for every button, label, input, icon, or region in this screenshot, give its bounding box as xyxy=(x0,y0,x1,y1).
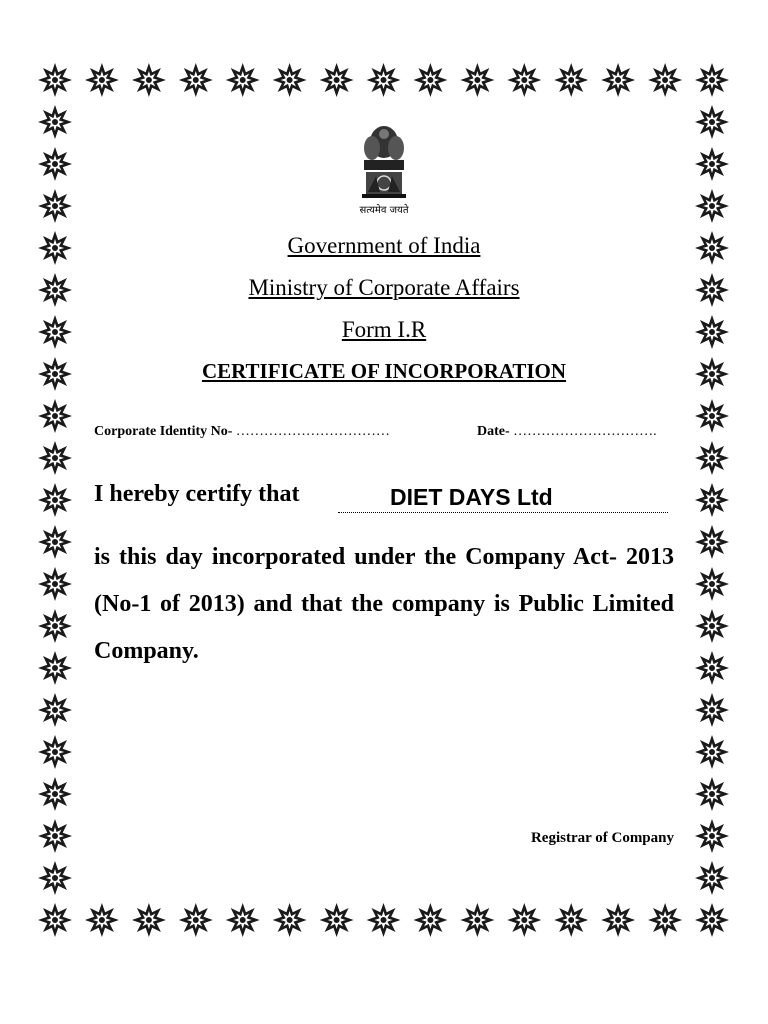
heading-form: Form I.R xyxy=(341,317,427,342)
star-ornament-icon xyxy=(320,63,354,97)
star-ornament-icon xyxy=(648,63,682,97)
star-ornament-icon xyxy=(226,903,260,937)
star-ornament-icon xyxy=(695,189,729,223)
star-ornament-icon xyxy=(507,63,541,97)
star-ornament-icon xyxy=(695,735,729,769)
star-ornament-icon xyxy=(695,147,729,181)
star-ornament-icon xyxy=(38,651,72,685)
star-ornament-icon xyxy=(601,903,635,937)
star-ornament-icon xyxy=(38,147,72,181)
certificate-title: CERTIFICATE OF INCORPORATION xyxy=(201,359,567,383)
emblem-motto: सत्यमेव जयते xyxy=(359,205,409,216)
star-ornament-icon xyxy=(38,273,72,307)
star-ornament-icon xyxy=(648,903,682,937)
star-ornament-icon xyxy=(695,903,729,937)
star-ornament-icon xyxy=(179,63,213,97)
cin-row xyxy=(94,424,678,440)
star-ornament-icon xyxy=(38,735,72,769)
registrar-signature: Registrar of Company xyxy=(530,830,674,846)
star-ornament-icon xyxy=(226,63,260,97)
star-ornament-icon xyxy=(554,63,588,97)
certify-text: I hereby certify that xyxy=(94,481,300,507)
star-ornament-icon xyxy=(38,399,72,433)
star-ornament-icon xyxy=(132,63,166,97)
star-ornament-icon xyxy=(273,903,307,937)
star-ornament-icon xyxy=(38,231,72,265)
star-ornament-icon xyxy=(695,399,729,433)
star-ornament-icon xyxy=(695,273,729,307)
star-ornament-icon xyxy=(38,63,72,97)
star-ornament-icon xyxy=(554,903,588,937)
star-ornament-icon xyxy=(38,483,72,517)
heading-ministry: Ministry of Corporate Affairs xyxy=(248,275,520,300)
certificate-body: is this day incorporated under the Company Act- 2013 (No-1 of 2013) and that the company is Public Limited Company. xyxy=(94,544,674,664)
cin-label: Corporate Identity No- xyxy=(94,424,233,439)
star-ornament-icon xyxy=(38,525,72,559)
star-ornament-icon xyxy=(367,63,401,97)
star-ornament-icon xyxy=(38,441,72,475)
star-ornament-icon xyxy=(38,777,72,811)
star-ornament-icon xyxy=(38,357,72,391)
star-ornament-icon xyxy=(38,903,72,937)
star-ornament-icon xyxy=(695,861,729,895)
date-blank: …………………………. xyxy=(513,424,657,439)
star-ornament-icon xyxy=(601,63,635,97)
star-ornament-icon xyxy=(38,861,72,895)
company-name-line xyxy=(338,484,668,513)
star-ornament-icon xyxy=(507,903,541,937)
star-ornament-icon xyxy=(132,903,166,937)
star-ornament-icon xyxy=(695,315,729,349)
star-ornament-icon xyxy=(38,567,72,601)
star-ornament-icon xyxy=(273,63,307,97)
star-ornament-icon xyxy=(695,357,729,391)
star-ornament-icon xyxy=(38,819,72,853)
star-ornament-icon xyxy=(38,609,72,643)
star-ornament-icon xyxy=(85,63,119,97)
star-ornament-icon xyxy=(320,903,354,937)
company-name: DIET DAYS Ltd xyxy=(390,484,553,510)
star-ornament-icon xyxy=(179,903,213,937)
star-ornament-icon xyxy=(413,903,447,937)
star-ornament-icon xyxy=(85,903,119,937)
star-ornament-icon xyxy=(695,483,729,517)
star-ornament-icon xyxy=(38,693,72,727)
star-ornament-icon xyxy=(695,609,729,643)
star-ornament-icon xyxy=(695,231,729,265)
date-group xyxy=(477,424,657,440)
star-ornament-icon xyxy=(695,441,729,475)
heading-government: Government of India xyxy=(287,233,481,258)
star-ornament-icon xyxy=(413,63,447,97)
star-ornament-icon xyxy=(695,819,729,853)
star-ornament-icon xyxy=(460,63,494,97)
cin-blank: …………………………… xyxy=(235,424,390,439)
star-ornament-icon xyxy=(460,903,494,937)
star-ornament-icon xyxy=(367,903,401,937)
star-ornament-icon xyxy=(695,63,729,97)
star-ornament-icon xyxy=(695,777,729,811)
star-ornament-icon xyxy=(695,651,729,685)
star-ornament-icon xyxy=(695,525,729,559)
star-ornament-icon xyxy=(695,105,729,139)
star-ornament-icon xyxy=(38,189,72,223)
date-label: Date- xyxy=(477,424,510,439)
star-ornament-icon xyxy=(695,693,729,727)
star-ornament-icon xyxy=(695,567,729,601)
star-ornament-icon xyxy=(38,105,72,139)
star-ornament-icon xyxy=(38,315,72,349)
